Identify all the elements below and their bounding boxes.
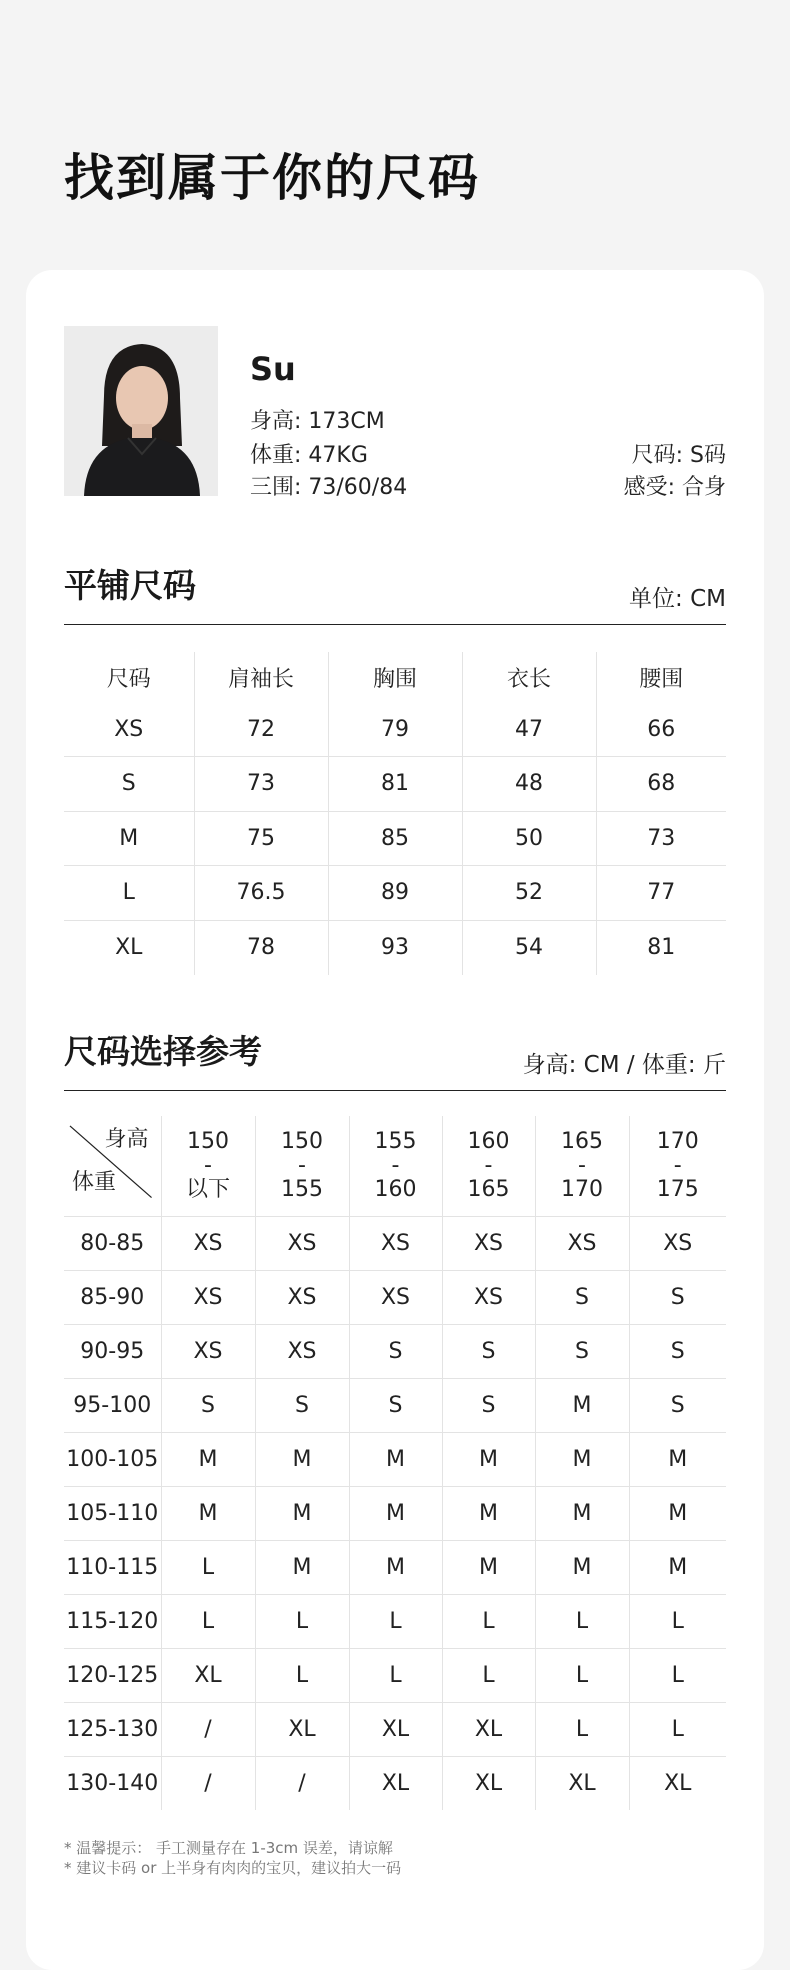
table-row: [64, 1594, 726, 1648]
measurement-cell: 73: [194, 757, 328, 812]
recommended-size-cell: S: [349, 1324, 442, 1378]
weight-range-cell: 130-140: [64, 1756, 161, 1810]
recommended-size-cell: S: [442, 1324, 535, 1378]
flat-size-header: [64, 560, 726, 625]
table-row: [64, 702, 726, 757]
table-row: [64, 1648, 726, 1702]
size-guide-corner-cell: [64, 1116, 161, 1216]
size-label-cell: XL: [64, 920, 194, 975]
recommended-size-cell: XL: [161, 1648, 255, 1702]
recommended-size-cell: XL: [629, 1756, 726, 1810]
table-row: [64, 811, 726, 866]
measurement-cell: 89: [328, 866, 462, 921]
height-range-header: [535, 1116, 629, 1216]
recommended-size-cell: M: [535, 1432, 629, 1486]
recommended-size-cell: S: [161, 1378, 255, 1432]
recommended-size-cell: L: [255, 1594, 349, 1648]
recommended-size-cell: S: [442, 1378, 535, 1432]
advice-note: * 建议卡码 or 上半身有肉肉的宝贝，建议拍大一码: [64, 1859, 402, 1877]
measurement-cell: 68: [596, 757, 726, 812]
measurement-cell: 48: [462, 757, 596, 812]
size-guide-header-row: [64, 1116, 726, 1216]
recommended-size-cell: M: [442, 1540, 535, 1594]
table-row: [64, 1378, 726, 1432]
model-height: 身高: 173CM: [250, 409, 385, 434]
recommended-size-cell: M: [349, 1540, 442, 1594]
flat-size-column-header: 胸围: [328, 652, 462, 702]
table-row: [64, 1216, 726, 1270]
model-name: Su: [250, 350, 296, 388]
weight-range-cell: 85-90: [64, 1270, 161, 1324]
recommended-size-cell: /: [161, 1756, 255, 1810]
recommended-size-cell: S: [535, 1324, 629, 1378]
model-feel: 感受: 合身: [623, 475, 726, 500]
recommended-size-cell: L: [161, 1540, 255, 1594]
recommended-size-cell: M: [255, 1486, 349, 1540]
measurement-cell: 54: [462, 920, 596, 975]
measurement-cell: 72: [194, 702, 328, 757]
model-weight: 体重: 47KG: [250, 443, 368, 468]
flat-size-table: [64, 652, 726, 975]
recommended-size-cell: XL: [255, 1702, 349, 1756]
recommended-size-cell: XL: [442, 1756, 535, 1810]
measurement-cell: 73: [596, 811, 726, 866]
recommended-size-cell: /: [161, 1702, 255, 1756]
recommended-size-cell: M: [442, 1432, 535, 1486]
size-guide-table: [64, 1116, 726, 1810]
height-range-part: 155: [281, 1176, 323, 1202]
recommended-size-cell: XS: [349, 1216, 442, 1270]
corner-weight-label: 体重: [72, 1169, 117, 1195]
measurement-cell: 75: [194, 811, 328, 866]
size-guide-title: 尺码选择参考: [64, 1032, 262, 1071]
recommended-size-cell: S: [255, 1378, 349, 1432]
size-guide-header: [64, 1026, 726, 1091]
flat-size-column-header: 尺码: [106, 666, 151, 692]
weight-range-cell: 100-105: [64, 1432, 161, 1486]
recommended-size-cell: M: [255, 1432, 349, 1486]
recommended-size-cell: L: [161, 1594, 255, 1648]
page-title: 找到属于你的尺码: [64, 149, 480, 207]
height-range-part: 160: [374, 1176, 417, 1202]
measurement-cell: 79: [328, 702, 462, 757]
measurement-cell: 50: [462, 811, 596, 866]
measurement-cell: 66: [596, 702, 726, 757]
weight-range-cell: 95-100: [64, 1378, 161, 1432]
table-row: [64, 1324, 726, 1378]
recommended-size-cell: S: [535, 1270, 629, 1324]
recommended-size-cell: L: [535, 1648, 629, 1702]
table-row: [64, 920, 726, 975]
table-row: [64, 866, 726, 921]
weight-range-cell: 115-120: [64, 1594, 161, 1648]
height-range-header: [255, 1116, 349, 1216]
recommended-size-cell: XS: [255, 1324, 349, 1378]
recommended-size-cell: L: [535, 1702, 629, 1756]
height-range-part: 170: [561, 1176, 603, 1202]
recommended-size-cell: M: [535, 1540, 629, 1594]
recommended-size-cell: L: [349, 1648, 442, 1702]
recommended-size-cell: S: [629, 1270, 726, 1324]
height-range-part: -: [298, 1152, 306, 1178]
table-row: [64, 1702, 726, 1756]
height-range-part: 165: [467, 1176, 510, 1202]
height-range-part: -: [673, 1152, 682, 1178]
flat-size-title: 平铺尺码: [64, 566, 196, 605]
recommended-size-cell: S: [629, 1378, 726, 1432]
height-range-part: -: [578, 1152, 586, 1178]
recommended-size-cell: M: [255, 1540, 349, 1594]
recommended-size-cell: L: [535, 1594, 629, 1648]
recommended-size-cell: L: [349, 1594, 442, 1648]
flat-size-column-header: 腰围: [596, 652, 726, 702]
recommended-size-cell: XS: [629, 1216, 726, 1270]
recommended-size-cell: XL: [349, 1702, 442, 1756]
flat-size-unit: 单位: CM: [629, 586, 726, 612]
height-range-part: -: [391, 1152, 400, 1178]
flat-size-header-row: [64, 652, 726, 702]
flat-size-column-header: 肩袖长: [194, 652, 328, 702]
height-range-part: 170: [656, 1128, 699, 1154]
height-range-part: 150: [187, 1128, 229, 1154]
table-row: [64, 1756, 726, 1810]
table-row: [64, 757, 726, 812]
recommended-size-cell: XS: [535, 1216, 629, 1270]
recommended-size-cell: XL: [442, 1702, 535, 1756]
recommended-size-cell: XS: [161, 1216, 255, 1270]
recommended-size-cell: L: [442, 1648, 535, 1702]
measurement-cell: 77: [596, 866, 726, 921]
model-photo: [64, 326, 218, 496]
measurement-cell: 81: [328, 757, 462, 812]
weight-range-cell: 90-95: [64, 1324, 161, 1378]
recommended-size-cell: M: [629, 1486, 726, 1540]
recommended-size-cell: XS: [255, 1270, 349, 1324]
weight-range-cell: 110-115: [64, 1540, 161, 1594]
weight-range-cell: 125-130: [64, 1702, 161, 1756]
weight-range-cell: 105-110: [64, 1486, 161, 1540]
weight-range-cell: 80-85: [64, 1216, 161, 1270]
height-range-part: 160: [467, 1128, 510, 1154]
height-range-part: 175: [656, 1176, 699, 1202]
recommended-size-cell: S: [349, 1378, 442, 1432]
height-range-part: 150: [281, 1128, 323, 1154]
recommended-size-cell: M: [629, 1432, 726, 1486]
recommended-size-cell: XS: [349, 1270, 442, 1324]
measurement-cell: 52: [462, 866, 596, 921]
recommended-size-cell: L: [442, 1594, 535, 1648]
recommended-size-cell: M: [442, 1486, 535, 1540]
measurement-cell: 47: [462, 702, 596, 757]
recommended-size-cell: M: [349, 1432, 442, 1486]
height-range-part: 155: [374, 1128, 417, 1154]
recommended-size-cell: L: [629, 1702, 726, 1756]
height-range-header: [442, 1116, 535, 1216]
measurement-cell: 81: [596, 920, 726, 975]
model-portrait-image: [64, 326, 218, 496]
size-card: [26, 270, 764, 1970]
recommended-size-cell: M: [349, 1486, 442, 1540]
table-row: [64, 1486, 726, 1540]
height-range-header: [161, 1116, 255, 1216]
recommended-size-cell: M: [629, 1540, 726, 1594]
size-guide-unit: 身高: CM / 体重: 斤: [522, 1052, 726, 1078]
recommended-size-cell: XS: [442, 1270, 535, 1324]
height-range-header: [629, 1116, 726, 1216]
height-range-part: -: [204, 1152, 212, 1178]
recommended-size-cell: L: [629, 1648, 726, 1702]
size-label-cell: XS: [114, 716, 144, 742]
size-label-cell: S: [64, 757, 194, 812]
weight-range-cell: 120-125: [64, 1648, 161, 1702]
model-measurements: 三围: 73/60/84: [250, 475, 408, 500]
height-range-header: [349, 1116, 442, 1216]
corner-height-label: 身高: [104, 1127, 149, 1152]
recommended-size-cell: XS: [442, 1216, 535, 1270]
recommended-size-cell: /: [255, 1756, 349, 1810]
tip-note: * 温馨提示： 手工测量存在 1-3cm 误差，请谅解: [64, 1839, 393, 1857]
table-row: [64, 1270, 726, 1324]
recommended-size-cell: XS: [161, 1270, 255, 1324]
measurement-cell: 93: [328, 920, 462, 975]
measurement-cell: 85: [328, 811, 462, 866]
recommended-size-cell: M: [161, 1432, 255, 1486]
recommended-size-cell: M: [535, 1378, 629, 1432]
size-label-cell: L: [64, 866, 194, 921]
recommended-size-cell: XL: [535, 1756, 629, 1810]
recommended-size-cell: L: [255, 1648, 349, 1702]
measurement-cell: 76.5: [194, 866, 328, 921]
model-size: 尺码: S码: [631, 443, 726, 468]
flat-size-column-header: 衣长: [462, 652, 596, 702]
recommended-size-cell: XL: [349, 1756, 442, 1810]
table-row: [64, 1432, 726, 1486]
recommended-size-cell: XS: [161, 1324, 255, 1378]
height-range-part: 以下: [185, 1176, 230, 1202]
table-row: [64, 1540, 726, 1594]
recommended-size-cell: M: [535, 1486, 629, 1540]
height-range-part: -: [484, 1152, 493, 1178]
recommended-size-cell: XS: [255, 1216, 349, 1270]
height-range-part: 165: [561, 1128, 603, 1154]
size-label-cell: M: [64, 811, 194, 866]
recommended-size-cell: M: [161, 1486, 255, 1540]
recommended-size-cell: S: [629, 1324, 726, 1378]
measurement-cell: 78: [194, 920, 328, 975]
recommended-size-cell: L: [629, 1594, 726, 1648]
